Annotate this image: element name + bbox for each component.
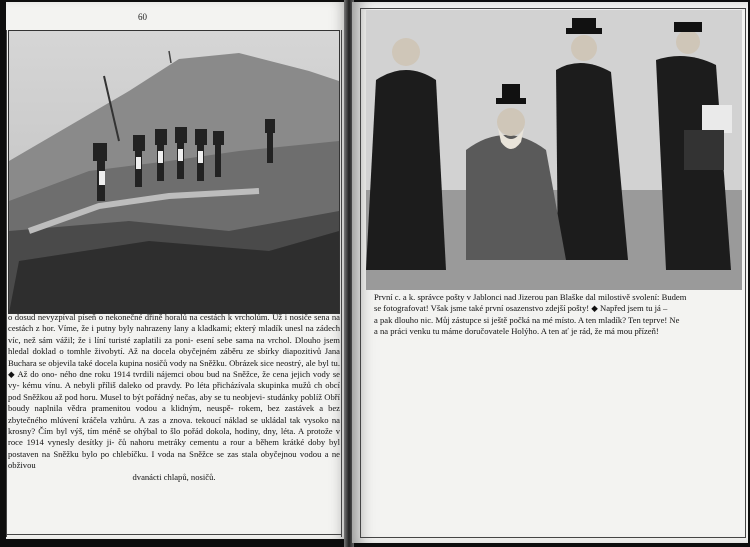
caption-line: a pak dlouho nic. Můj zástupce si ještě počká na mé místo. A ten mladík? Ten teprve! Ne — [374, 314, 680, 325]
photo-caption — [374, 292, 746, 338]
left-page — [6, 2, 348, 539]
page-border-bottom — [6, 534, 342, 535]
postal-staff-photo-image — [366, 10, 742, 290]
body-last-line: dvanácti chlapů, nosičů. — [132, 471, 216, 482]
caption-line: První c. a k. správce pošty v Jablonci nad Jizerou pan Blaške dal milostivě svolení: Budem — [374, 292, 687, 302]
right-page — [352, 2, 748, 543]
porters-photo — [8, 30, 340, 314]
left-page-text — [8, 312, 340, 483]
porters-photo-image — [9, 31, 339, 313]
page-border-right — [341, 30, 342, 537]
page-number: 60 — [138, 12, 147, 22]
caption-line: se fotografovat! Však jsme také první osazenstvo zdejší pošty! ◆ Napřed jsem tu já – — [374, 303, 668, 314]
body-paragraph: o dosud nevyzpíval píseň o nekonečné dřině horalů na cestách k vrcholům. Už i nosiče sena na cestách z hor. Víme, že i putny byly nahrazeny lany a kladkami; ekterý mladík unesl na zádech víc, než sám vážil; že i líní turisté zaplatili za poni- esení sebe sama na vrchol. Dlouho jsem hledal doklad o tomhle živobytí. Až na docela obyčejném záběru ze sbírky diapozitivů Jana Buchara se objevila také docela kupina nosičů vody na Sněžku. Obrázek sice neostrý, ale byl tu. ◆ Až do ono- ného dne roku 1914 tvrdili nájemci obou bud na Sněžce, že cena jejich vody se vy- kému vínu. A nebyli příliš daleko od pravdy. Po léta přicházívala skupinka mužů ch obcí pod Sněžkou až pod horu. Musel to být pořádný nečas, aby se tu neobjevi- studánky poblíž Obří boudy naplnila vědra pramenitou vodou a klidným, neuspě- rokem, bez zastávek a bez zbytečného mlúvení kráčela vzhůru. A zas a znova. tekoucí náklad se ukládal tak vysoko na krosny? Čím byl výš, tím méně se ohýbal to šlo pořád dokola, hodiny, dny, léta. A protože v roce 1914 vynesly desítky ji- čů nahoru metráky cementu a rour a během krátké doby byl postaven na Sněžku bylo po chlebíčku. I voda na Sněžce se zas stala obyčejnou vodou a ne obživou — [8, 312, 340, 471]
page-border-left — [6, 30, 7, 537]
caption-line: a na práci venku tu máme doručovatele Holýho. A ten ať je rád, že má mou přízeň! — [374, 326, 659, 337]
postal-staff-photo — [366, 10, 742, 290]
